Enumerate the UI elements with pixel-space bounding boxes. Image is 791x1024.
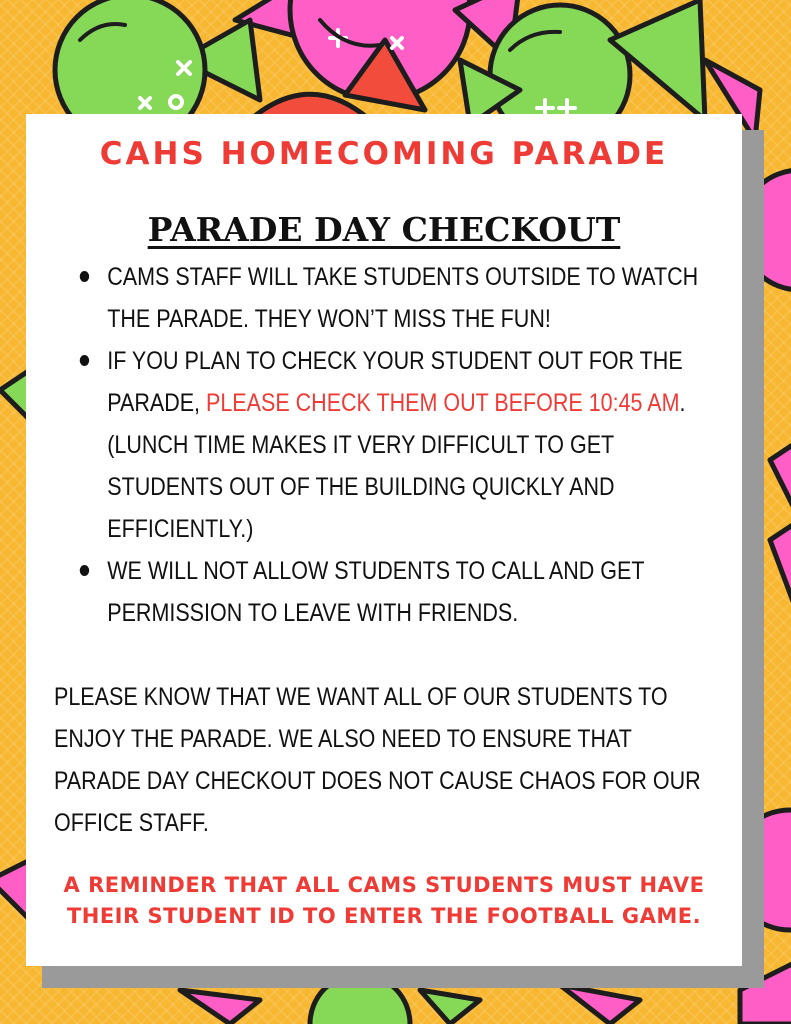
list-item (78, 340, 726, 550)
bullet-icon (80, 355, 89, 366)
list-item (78, 256, 726, 340)
bullet-text: WE WILL NOT ALLOW STUDENTS TO CALL AND GET PERMISSION TO LEAVE WITH FRIENDS. (107, 557, 645, 627)
notice-heading-text: PARADE DAY CHECKOUT (147, 210, 621, 249)
bullet-text: CAMS STAFF WILL TAKE STUDENTS OUTSIDE TO WATCH THE PARADE. THEY WON’T MISS THE FUN! (107, 263, 699, 333)
bullet-icon (80, 565, 89, 576)
bullet-text-after: . (LUNCH TIME MAKES IT VERY DIFFICULT TO GET STUDENTS OUT OF THE BUILDING QUICKLY AND EFFICIENTLY.) (107, 389, 686, 543)
id-reminder: A REMINDER THAT ALL CAMS STUDENTS MUST HAVE THEIR STUDENT ID TO ENTER THE FOOTBALL GAME. (63, 873, 705, 928)
notice-heading (26, 210, 742, 249)
checkout-deadline-highlight: PLEASE CHECK THEM OUT BEFORE 10:45 AM (206, 389, 680, 417)
notice-paragraph: PLEASE KNOW THAT WE WANT ALL OF OUR STUDENTS TO ENJOY THE PARADE. WE ALSO NEED TO ENSURE THAT PARADE DAY CHECKOUT DOES NOT CAUSE CHAOS FOR OUR OFFICE STAFF. (54, 683, 701, 837)
notice-card (26, 114, 742, 966)
bullet-text-before: IF YOU PLAN TO CHECK YOUR STUDENT OUT FOR THE PARADE, (107, 347, 683, 417)
notice-bullet-list (78, 256, 698, 634)
bullet-icon (80, 271, 89, 282)
event-title: CAHS HOMECOMING PARADE (99, 136, 669, 172)
list-item (78, 550, 726, 634)
